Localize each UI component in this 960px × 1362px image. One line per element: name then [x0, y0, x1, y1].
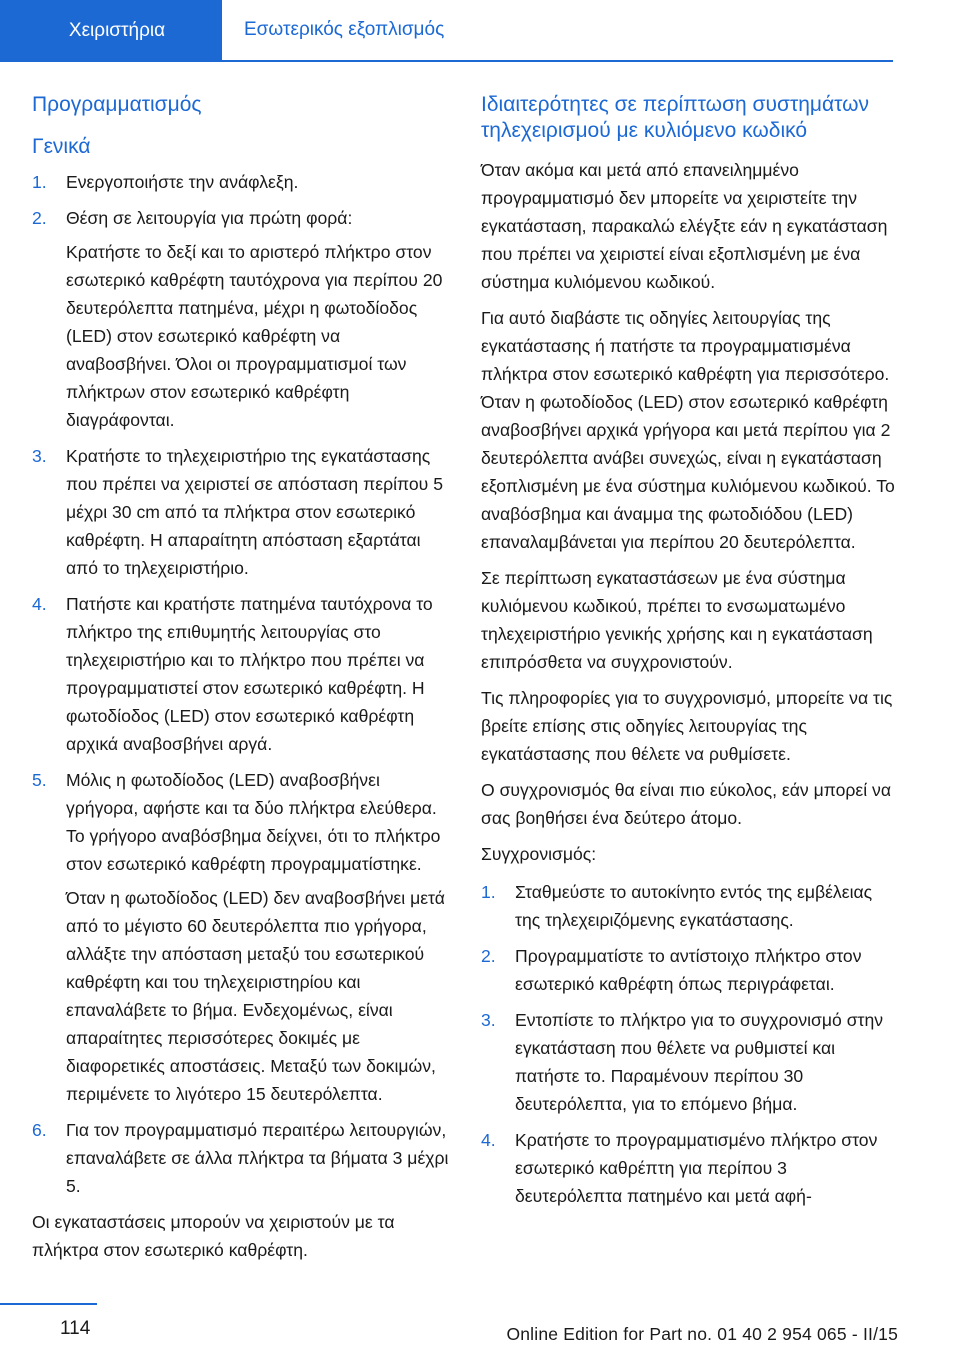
- steps-list: [32, 168, 450, 1200]
- step-number: 3.: [32, 446, 47, 466]
- step-note: Κρατήστε το δεξί και το αριστερό πλήκτρο στον εσωτερικό καθρέφτη ταυτόχρονα για περίπου 20 δευτερόλεπτα πατημένα, μέχρι η φωτοδίοδος (LED) στον εσωτερικό καθρέφτη να αναβοσβήνει. Όλοι οι προγραμματισμοί των πλήκτρων στον εσωτερικό καθρέφτη διαγράφονται.: [66, 242, 443, 430]
- tab-interior-equipment[interactable]: Εσωτερικός εξοπλισμός: [222, 0, 893, 62]
- step-text: Θέση σε λειτουργία για πρώτη φορά:: [66, 208, 353, 228]
- left-column: [32, 92, 450, 1272]
- rolling-code-title: Ιδιαιτερότητες σε περίπτωση συστημάτων τηλεχειρισμού με κυλιόμενο κωδικό: [481, 93, 870, 142]
- step-item: [32, 1116, 450, 1200]
- footer-divider: [0, 1303, 97, 1305]
- step-text: Εντοπίστε το πλήκτρο για το συγχρονισμό στην εγκατάσταση που θέλετε να ρυθμιστεί και πατήστε το. Παραμένουν περίπου 30 δευτερόλεπτα, για το επόμενο βήμα.: [515, 1010, 884, 1114]
- tab-bar: [0, 0, 893, 62]
- step-text: Πατήστε και κρατήστε πατημένα ταυτόχρονα το πλήκτρο της επιθυμητής λειτουργίας στο τηλεχειριστήριο και το πλήκτρο που πρέπει να προγραμματιστεί στον εσωτερικό καθρέφτη. Η φωτοδίοδος (LED) στον εσωτερικό καθρέφτη αρχικά αναβοσβήνει αργά.: [66, 594, 433, 754]
- step-text: Προγραμματίστε το αντίστοιχο πλήκτρο στον εσωτερικό καθρέφτη όπως περιγράφεται.: [515, 946, 862, 994]
- page-number: 114: [60, 1318, 91, 1339]
- step-number: 2.: [481, 946, 496, 966]
- paragraph: Για αυτό διαβάστε τις οδηγίες λειτουργίας της εγκατάστασης ή πατήστε τα προγραμματισμένα πλήκτρα στον εσωτερικό καθρέφτη για περισσότερο. Όταν η φωτοδίοδος (LED) στον εσωτερικό καθρέφτη αναβοσβήνει αρχικά γρήγορα και μετά περίπου για 2 δευτερόλεπτα ανάβει συνεχώς, είναι η εγκατάσταση εξοπλισμένη με ένα σύστημα κυλιόμενου κωδικού. Το αναβόσβημα και άναμμα της φωτοδιόδου (LED) επαναλαμβάνεται για περίπου 20 δευτερόλεπτα.: [481, 308, 895, 552]
- paragraph: Συγχρονισμός:: [481, 844, 597, 864]
- step-number: 1.: [32, 172, 47, 192]
- step-item: [481, 942, 895, 998]
- step-text: Για τον προγραμματισμό περαιτέρω λειτουργιών, επαναλάβετε σε άλλα πλήκτρα τα βήματα 3 μέχρι 5.: [66, 1120, 449, 1196]
- tab-controls[interactable]: Χειριστήρια: [0, 0, 222, 62]
- step-number: 5.: [32, 770, 47, 790]
- step-text: Κρατήστε το προγραμματισμένο πλήκτρο στον εσωτερικό καθρέπτη για περίπου 3 δευτερόλεπτα πατημένο και μετά αφή-: [515, 1130, 878, 1206]
- edition-text: Online Edition for Part no. 01 40 2 954 065 - II/15: [506, 1324, 898, 1344]
- step-item: [32, 442, 450, 582]
- closing-paragraph: Οι εγκαταστάσεις μπορούν να χειριστούν με τα πλήκτρα στον εσωτερικό καθρέφτη.: [32, 1212, 395, 1260]
- paragraph: Ο συγχρονισμός θα είναι πιο εύκολος, εάν μπορεί να σας βοηθήσει ένα δεύτερο άτομο.: [481, 780, 892, 828]
- step-item: [32, 766, 450, 1108]
- right-column: [481, 92, 895, 1218]
- step-item: [481, 1126, 895, 1210]
- step-number: 2.: [32, 208, 47, 228]
- step-item: [32, 590, 450, 758]
- step-text: Κρατήστε το τηλεχειριστήριο της εγκατάστασης που πρέπει να χειριστεί σε απόσταση περίπου 5 μέχρι 30 cm από τα πλήκτρα στον εσωτερικό καθρέφτη. Η απαραίτητη απόσταση εξαρτάται από το τηλεχειριστήριο.: [66, 446, 443, 578]
- sync-steps-list: [481, 878, 895, 1210]
- paragraph: Σε περίπτωση εγκαταστάσεων με ένα σύστημα κυλιόμενου κωδικού, πρέπει το ενσωματωμένο τηλεχειριστήριο γενικής χρήσης και η εγκατάσταση επιπρόσθετα να συγχρονιστούν.: [481, 568, 873, 672]
- step-number: 6.: [32, 1120, 47, 1140]
- step-item: [481, 1006, 895, 1118]
- section-subtitle: Γενικά: [32, 135, 91, 158]
- step-note: Όταν η φωτοδίοδος (LED) δεν αναβοσβήνει μετά από το μέγιστο 60 δευτερόλεπτα πιο γρήγορα, αλλάξτε την απόσταση μεταξύ του εσωτερικού καθρέφτη και του τηλεχειριστηρίου και επαναλάβετε το βήμα. Ενδεχομένως, είναι απαραίτητες περισσότερες δοκιμές με διαφορετικές αποστάσεις. Μεταξύ των δοκιμών, περιμένετε το λιγότερο 15 δευτερόλεπτα.: [66, 888, 445, 1104]
- step-text: Σταθμεύστε το αυτοκίνητο εντός της εμβέλειας της τηλεχειριζόμενης εγκατάστασης.: [515, 882, 873, 930]
- step-item: [481, 878, 895, 934]
- paragraph: Όταν ακόμα και μετά από επανειλημμένο προγραμματισμό δεν μπορείτε να χειριστείτε την εγκατάσταση, παρακαλώ ελέγξτε εάν η εγκατάσταση που πρέπει να χειριστεί είναι εξοπλισμένη με ένα σύστημα κυλιόμενου κωδικού.: [481, 160, 888, 292]
- step-number: 4.: [481, 1130, 496, 1150]
- step-number: 3.: [481, 1010, 496, 1030]
- step-item: [32, 168, 450, 196]
- step-number: 4.: [32, 594, 47, 614]
- step-number: 1.: [481, 882, 496, 902]
- step-text: Μόλις η φωτοδίοδος (LED) αναβοσβήνει γρήγορα, αφήστε και τα δύο πλήκτρα ελεύθερα. Το γρήγορο αναβόσβημα δείχνει, ότι το πλήκτρο στον εσωτερικό καθρέφτη προγραμματίστηκε.: [66, 770, 441, 874]
- paragraph: Τις πληροφορίες για το συγχρονισμό, μπορείτε να τις βρείτε επίσης στις οδηγίες λειτουργίας της εγκατάστασης που θέλετε να ρυθμίσετε.: [481, 688, 893, 764]
- step-item: [32, 204, 450, 434]
- section-title: Προγραμματισμός: [32, 93, 202, 116]
- step-text: Ενεργοποιήστε την ανάφλεξη.: [66, 172, 299, 192]
